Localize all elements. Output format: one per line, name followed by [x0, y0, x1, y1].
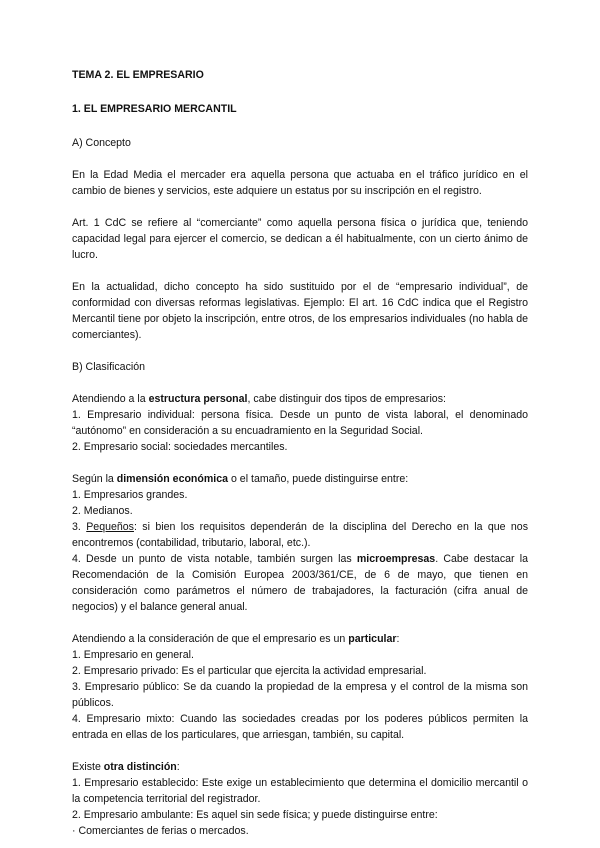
document-title: TEMA 2. EL EMPRESARIO — [72, 69, 204, 81]
dimension-intro: Según la dimensión económica o el tamaño, puede distinguirse entre: — [72, 473, 409, 485]
list-item: 1. Empresario en general. — [72, 649, 194, 661]
list-item: 2. Medianos. — [72, 505, 133, 517]
subsection-clasificacion: B) Clasificación — [72, 361, 146, 373]
subsection-concepto: A) Concepto — [72, 137, 131, 149]
list-item: 4. Empresario mixto: Cuando las sociedades creadas por los poderes públicos permiten la entrada en ellas de los particulares, que arriesgan, también, su capital. — [72, 713, 528, 741]
estructura-intro: Atendiendo a la estructura personal, cabe distinguir dos tipos de empresarios: — [72, 393, 446, 405]
paragraph-edad-media: En la Edad Media el mercader era aquella persona que actuaba en el tráfico jurídico en el cambio de bienes y servicios, este adquiere un estatus por su inscripción en el registro. — [72, 169, 528, 197]
list-item: 1. Empresario establecido: Este exige un establecimiento que determina el domicilio mercantil o la competencia territorial del registrador. — [72, 777, 528, 805]
document-page — [72, 67, 528, 839]
list-item: 2. Empresario ambulante: Es aquel sin sede física; y puede distinguirse entre: — [72, 809, 438, 821]
list-item: 1. Empresario individual: persona física. Desde un punto de vista laboral, el denominado “autónomo” en consideración a su encuadramiento en la Seguridad Social. — [72, 409, 528, 437]
paragraph-art1: Art. 1 CdC se refiere al “comerciante” como aquella persona física o jurídica que, teniendo capacidad legal para ejercer el comercio, se dedican a él habitualmente, con un cierto ánimo de lucro. — [72, 217, 528, 261]
section-heading: 1. EL EMPRESARIO MERCANTIL — [72, 103, 237, 115]
distincion-intro: Existe otra distinción: — [72, 761, 180, 773]
particular-intro: Atendiendo a la consideración de que el empresario es un particular: — [72, 633, 400, 645]
list-item: 4. Desde un punto de vista notable, también surgen las microempresas. Cabe destacar la Recomendación de la Comisión Europea 2003/361/CE, de 6 de mayo, que tienen en consideración como parámetros el número de trabajadores, la facturación (cifra anual de negocios) y el balance general anual. — [72, 553, 528, 613]
list-item: · Comerciantes de ferias o mercados. — [72, 825, 249, 837]
list-item: 1. Empresarios grandes. — [72, 489, 188, 501]
list-item: 2. Empresario privado: Es el particular que ejercita la actividad empresarial. — [72, 665, 427, 677]
list-item: 3. Empresario público: Se da cuando la propiedad de la empresa y el control de la misma son públicos. — [72, 681, 528, 709]
paragraph-actualidad: En la actualidad, dicho concepto ha sido sustituido por el de “empresario individual”, de conformidad con diversas reformas legislativas. Ejemplo: El art. 16 CdC indica que el Registro Mercantil tiene por objeto la inscripción, entre otros, de los empresarios individuales (no habla de comerciantes). — [72, 281, 528, 341]
list-item: 3. Pequeños: si bien los requisitos dependerán de la disciplina del Derecho en la que nos encontremos (contabilidad, tributario, laboral, etc.). — [72, 521, 528, 549]
list-item: 2. Empresario social: sociedades mercantiles. — [72, 441, 288, 453]
